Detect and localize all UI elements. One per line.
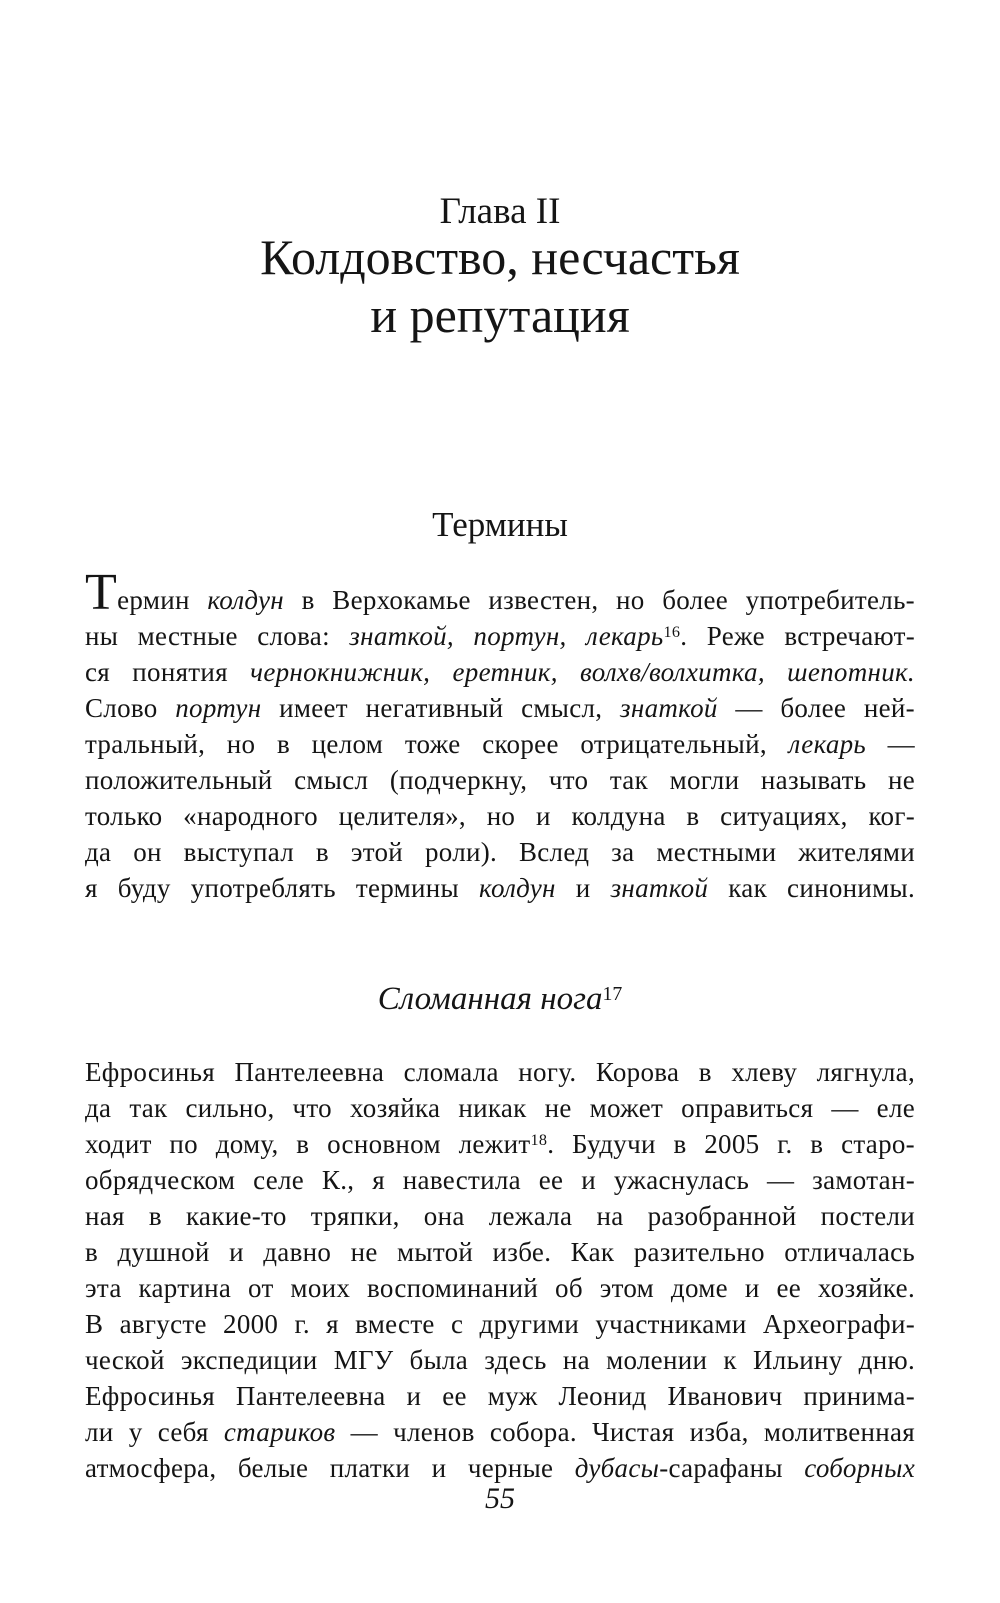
chapter-title-line-2: и репутация: [370, 287, 630, 343]
text-line: ся понятия чернокнижник, еретник, волхв/волхитка, шепотник.: [85, 657, 915, 687]
text-line: ходит по дому, в основном лежит$^{18}$. Будучи в 2005 г. в старо-: [85, 1129, 915, 1159]
raised-initial: Т: [85, 564, 118, 621]
text-line: положительный смысл (подчеркну, что так могли называть не: [85, 765, 915, 795]
page-number: 55: [485, 1482, 515, 1515]
text-line: ны местные слова: знаткой, портун, лекарь$^{16}$. Реже встречают-: [85, 621, 915, 651]
text-line: ная в какие-то тряпки, она лежала на разобранной постели: [85, 1201, 915, 1231]
text-line: только «народного целителя», но и колдуна в ситуациях, ког-: [85, 801, 915, 831]
text-line: ческой экспедиции МГУ была здесь на молении к Ильину дню.: [85, 1345, 915, 1375]
text-line: Термин колдун в Верхокамье известен, но более употребитель-: [85, 564, 915, 621]
paragraph-broken-leg: [85, 1054, 915, 1486]
subsection-title: [85, 980, 915, 1018]
subsection-title-text: Сломанная нога: [377, 981, 603, 1017]
text-line: я буду употреблять термины колдун и знаткой как синонимы.: [85, 873, 915, 903]
text-line: да он выступал в этой роли). Вслед за местными жителями: [85, 837, 915, 867]
text-line: тральный, но в целом тоже скорее отрицательный, лекарь —: [85, 729, 915, 759]
text-line: В августе 2000 г. я вместе с другими участниками Археографи-: [85, 1309, 915, 1339]
text-line: Ефросинья Пантелеевна и ее муж Леонид Иванович принима-: [85, 1381, 915, 1411]
chapter-label: Глава II: [439, 191, 561, 232]
text-line: ли у себя стариков — членов собора. Чистая изба, молитвенная: [85, 1417, 915, 1447]
chapter-title-line-1: Колдовство, несчастья: [260, 229, 740, 285]
text-line: в душной и давно не мытой избе. Как разительно отличалась: [85, 1237, 915, 1267]
text-line: обрядческом селе К., я навестила ее и ужаснулась — замотан-: [85, 1165, 915, 1195]
footnote-reference: 17: [602, 982, 623, 1005]
chapter-title: [85, 228, 915, 344]
paragraph-terms: [85, 564, 915, 906]
text-line: да так сильно, что хозяйка никак не может оправиться — еле: [85, 1093, 915, 1123]
text-line: эта картина от моих воспоминаний об этом доме и ее хозяйке.: [85, 1273, 915, 1303]
text-line: Слово портун имеет негативный смысл, знаткой — более ней-: [85, 693, 915, 723]
text-line: атмосфера, белые платки и черные дубасы-сарафаны соборных: [85, 1453, 915, 1483]
section-title: Термины: [432, 505, 568, 544]
text-line: Ефросинья Пантелеевна сломала ногу. Корова в хлеву лягнула,: [85, 1057, 915, 1087]
